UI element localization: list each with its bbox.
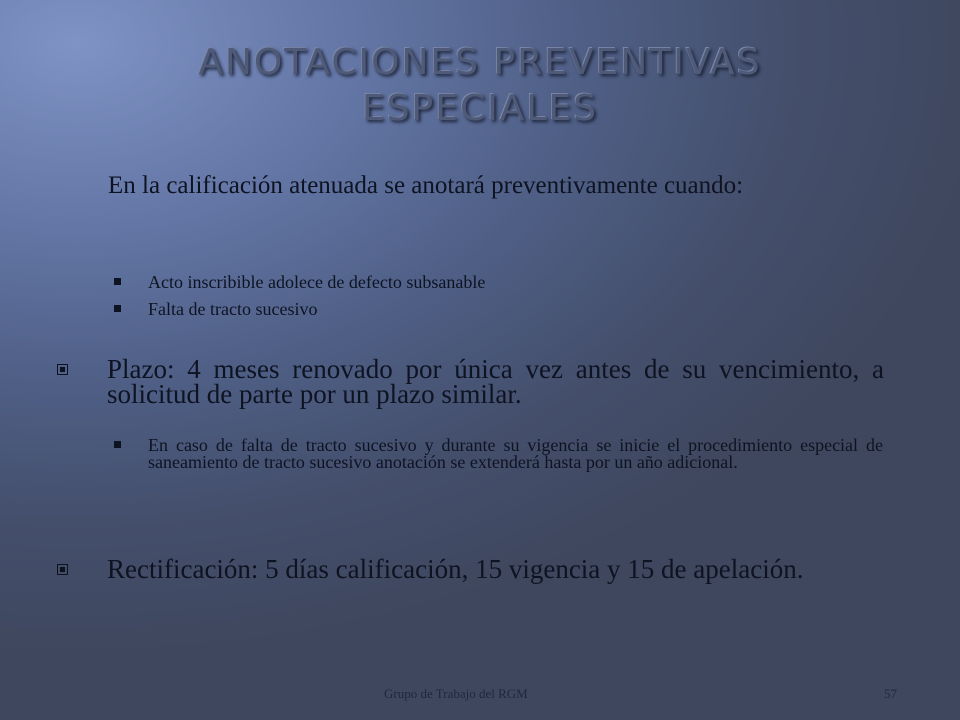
intro-paragraph: En la calificación atenuada se anotará preventivamente cuando:: [108, 172, 744, 199]
bullet-plazo: [107, 354, 884, 409]
slide-title: ANOTACIONES PREVENTIVAS ESPECIALES: [198, 42, 762, 129]
page-number: 57: [884, 686, 897, 701]
footer-text: Grupo de Trabajo del RGM: [384, 686, 528, 701]
square-bullet-icon: [114, 278, 121, 285]
square-bullet-icon: [114, 305, 121, 312]
bullet-rectificacion: [107, 554, 884, 584]
box-bullet-icon: [57, 564, 68, 575]
square-bullet-icon: [114, 441, 121, 448]
intro-list-item: [148, 301, 883, 318]
intro-list-item-text: Acto inscribible adolece de defecto subsanable: [148, 272, 486, 292]
intro-list-item: [148, 274, 883, 291]
intro-list-item-text: Falta de tracto sucesivo: [148, 299, 318, 319]
sub-bullet-tracto: [148, 437, 883, 471]
sub-bullet-tracto-text: En caso de falta de tracto sucesivo y durante su vigencia se inicie el procedimiento especial de saneamiento de tracto sucesivo anotación se extenderá hasta por un año adicional.: [148, 435, 883, 472]
box-bullet-icon: [57, 364, 68, 375]
bullet-rectificacion-text: Rectificación: 5 días calificación, 15 vigencia y 15 de apelación.: [107, 554, 804, 584]
bullet-plazo-text: Plazo: 4 meses renovado por única vez antes de su vencimiento, a solicitud de parte por un plazo similar.: [107, 354, 884, 409]
